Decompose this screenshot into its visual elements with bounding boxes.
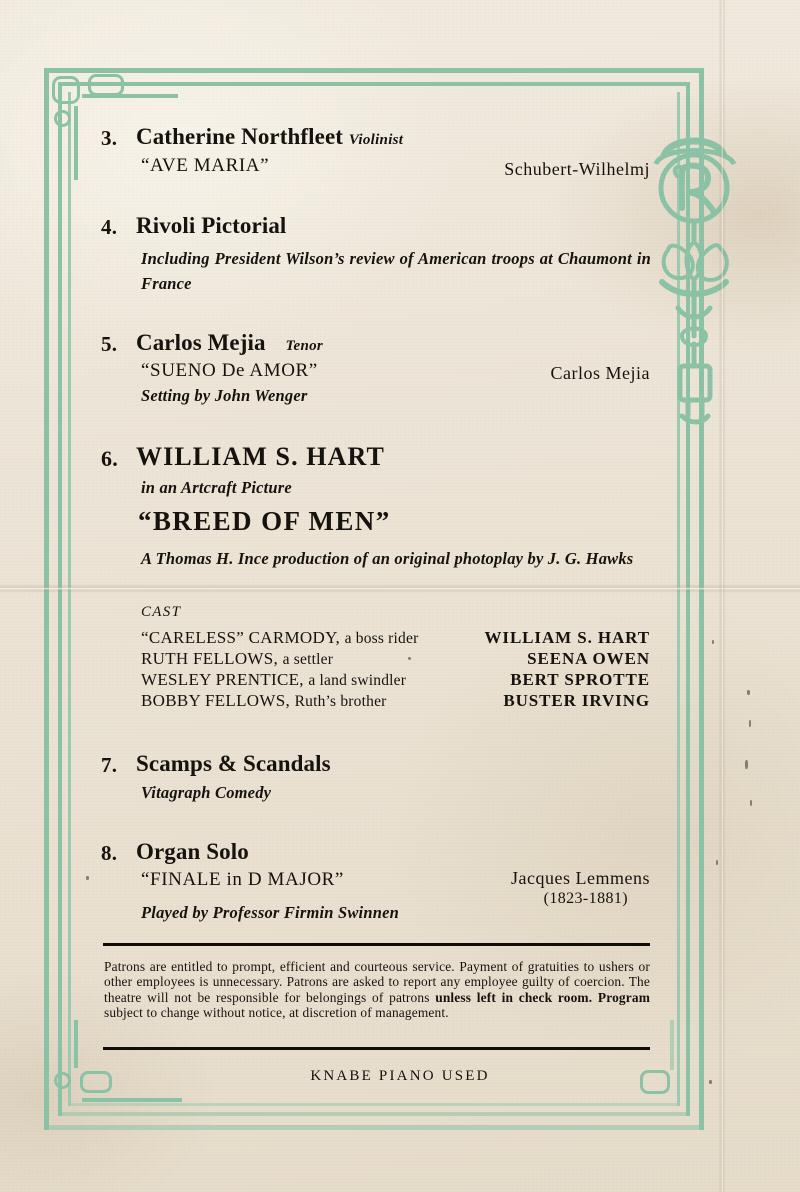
cast-row xyxy=(141,649,650,670)
cast-actor-3: BERT SPROTTE xyxy=(510,670,650,689)
cast-table xyxy=(141,628,650,712)
item-6-number: 6. xyxy=(101,446,118,471)
item-5-title xyxy=(136,330,323,356)
item-8-performer: Played by Professor Firmin Swinnen xyxy=(141,903,399,922)
item-3-role: Violinist xyxy=(348,132,404,148)
item-3-number: 3. xyxy=(101,126,118,150)
cast-actor-4: BUSTER IRVING xyxy=(503,691,650,710)
cast-character-3: WESLEY PRENTICE, a land swindler xyxy=(141,670,407,689)
item-5-credit: Carlos Mejia xyxy=(550,363,650,383)
item-6-production: A Thomas H. Ince production of an original photoplay by J. G. Hawks xyxy=(141,549,634,568)
cast-row xyxy=(141,670,650,691)
item-7-number: 7. xyxy=(101,753,118,777)
item-3-title xyxy=(136,124,403,150)
item-8-title: Organ Solo xyxy=(136,839,249,864)
item-6-title: WILLIAM S. HART xyxy=(136,442,385,471)
notice-part-3: subject to change without notice, at discretion of management. xyxy=(104,1005,449,1021)
item-8-piece: “FINALE in D MAJOR” xyxy=(141,869,344,890)
item-8-number: 8. xyxy=(101,841,118,865)
item-5-setting: Setting by John Wenger xyxy=(141,386,308,405)
item-6-presentation: in an Artcraft Picture xyxy=(141,478,292,497)
item-8-credit: Jacques Lemmens xyxy=(511,868,650,888)
item-5-piece: “SUENO De AMOR” xyxy=(141,360,318,381)
cast-actor-1: WILLIAM S. HART xyxy=(484,628,650,647)
piano-credit: KNABE PIANO USED xyxy=(310,1068,490,1084)
item-3-piece: “AVE MARIA” xyxy=(141,155,270,176)
patron-notice xyxy=(104,959,650,1021)
cast-actor-2: SEENA OWEN xyxy=(527,649,650,668)
notice-bold-1: unless left in check room. xyxy=(435,989,593,1005)
cast-character-1: “CARELESS” CARMODY, a boss rider xyxy=(141,628,419,647)
cast-row xyxy=(141,628,650,649)
notice-rule-top xyxy=(103,943,650,946)
cast-character-2: RUTH FELLOWS, a settler xyxy=(141,649,334,668)
item-3-title-text: Catherine Northfleet xyxy=(136,124,344,149)
item-3-credit: Schubert-Wilhelmj xyxy=(504,159,650,179)
item-5-number: 5. xyxy=(101,332,118,356)
item-5-role: Tenor xyxy=(285,338,324,354)
item-4-number: 4. xyxy=(101,215,118,239)
item-6-film-title: “BREED OF MEN” xyxy=(138,506,391,536)
notice-part-1: Patrons are entitled to prompt, efficient and courteous service. Payment of gratuities to ushers or other employees is unnecessary. Patrons are asked to report any employee guilty of coercion. The theatre will not be responsible for belongings of patrons xyxy=(104,959,650,1005)
notice-rule-bottom xyxy=(103,1047,650,1050)
item-5-title-text: Carlos Mejia xyxy=(136,330,266,355)
item-7-title: Scamps & Scandals xyxy=(136,751,331,776)
item-4-title: Rivoli Pictorial xyxy=(136,213,287,238)
item-7-description: Vitagraph Comedy xyxy=(141,783,272,802)
cast-label: CAST xyxy=(141,604,182,620)
item-8-credit-dates: (1823-1881) xyxy=(543,890,628,907)
cast-row xyxy=(141,691,650,712)
notice-bold-2: Program xyxy=(597,989,651,1005)
cast-character-4: BOBBY FELLOWS, Ruth’s brother xyxy=(141,691,387,710)
item-4-description: Including President Wilson’s review of American troops at Chaumont in France xyxy=(141,249,651,293)
